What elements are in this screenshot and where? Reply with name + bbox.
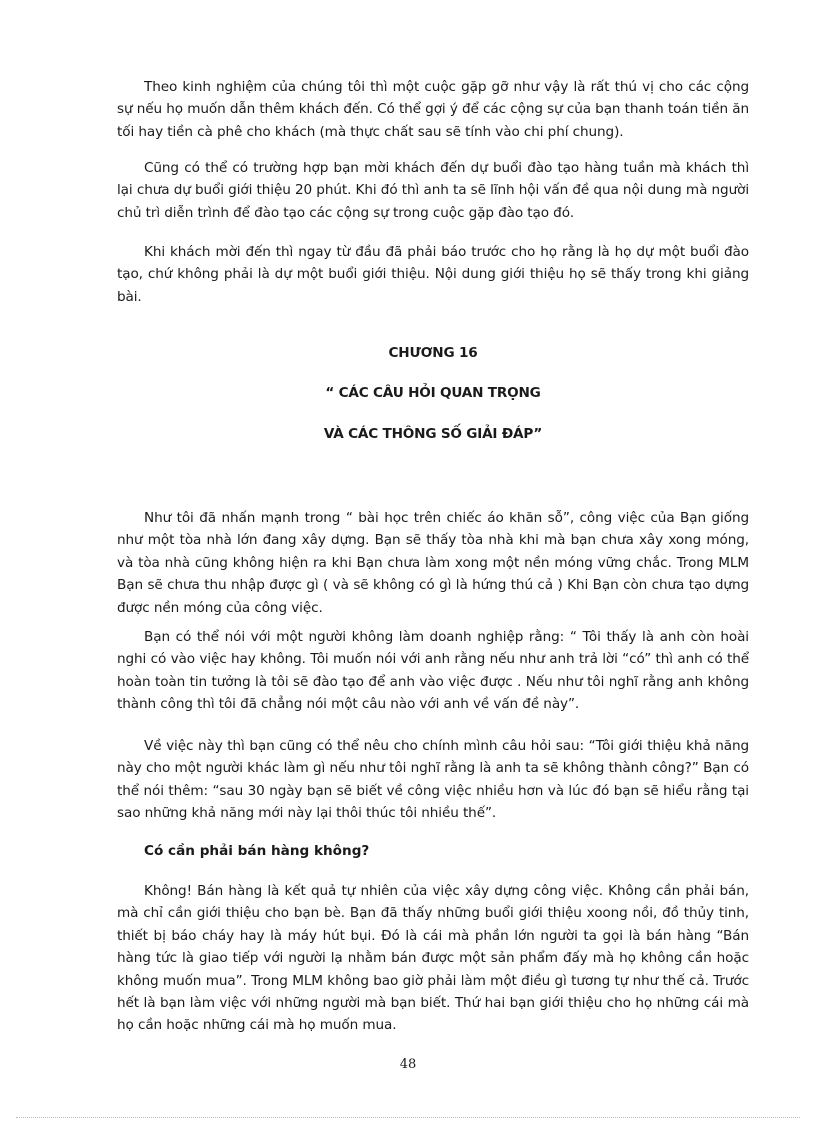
section-heading: Có cần phải bán hàng không? bbox=[144, 843, 370, 859]
chapter-title-line2: VÀ CÁC THÔNG SỐ GIẢI ĐÁP” bbox=[323, 426, 543, 442]
page-number: 48 bbox=[399, 1057, 417, 1072]
paragraph-guest-meeting: Theo kinh nghiệm của chúng tôi thì một cuộc gặp gỡ như vậy là rất thú vị cho các cộng sự nếu họ muốn dẫn thêm khách đến. Có thể gợi ý để các cộng sự của bạn thanh toán tiền ăn tối hay tiền cà phê cho khách (mà thực chất sau sẽ tính vào chi phí chung). bbox=[117, 79, 749, 140]
paragraph-weekly-training: Cũng có thể có trường hợp bạn mời khách đến dự buổi đào tạo hàng tuần mà khách thì lại chưa dự buổi giới thiệu 20 phút. Khi đó thì anh ta sẽ lĩnh hội vấn đề qua nội dung mà người chủ trì diễn trình để đào tạo các cộng sự trong cuộc gặp đào tạo đó. bbox=[117, 160, 749, 221]
paragraph-no-selling: Không! Bán hàng là kết quả tự nhiên của việc xây dựng công việc. Không cần phải bán, mà chỉ cần giới thiệu cho bạn bè. Bạn đã thấy những buổi giới thiệu xoong nồi, đồ thủy tinh, thiết bị báo cháy hay là máy hút bụi. Đó là cái mà phần lớn người ta gọi là bán hàng “Bán hàng tức là giao tiếp với người lạ nhằm bán được một sản phẩm đấy mà họ không cần hoặc không muốn mua”. Trong MLM không bao giờ phải làm một điều gì tương tự như thế cả. Trước hết là bạn làm việc với những người mà bạn biết. Thứ hai bạn giới thiệu cho họ những cái mà họ cần hoặc những cái mà họ muốn mua. bbox=[117, 883, 749, 1034]
bottom-divider bbox=[16, 1117, 800, 1118]
paragraph-building-foundation: Như tôi đã nhấn mạnh trong “ bài học trên chiếc áo khăn sỗ”, công việc của Bạn giống như một tòa nhà lớn đang xây dựng. Bạn sẽ thấy tòa nhà khi mà bạn chưa xây xong móng, và tòa nhà cũng không hiện ra khi Bạn chưa làm xong một nền móng vững chắc. Trong MLM Bạn sẽ chưa thu nhập được gì ( và sẽ không có gì là hứng thú cả ) Khi Bạn còn chưa tạo dựng được nền móng của công việc. bbox=[117, 510, 749, 616]
chapter-title-line1: “ CÁC CÂU HỎI QUAN TRỌNG bbox=[325, 385, 541, 401]
paragraph-invite-notice: Khi khách mời đến thì ngay từ đầu đã phải báo trước cho họ rằng là họ dự một buổi đào tạo, chứ không phải là dự một buổi giới thiệu. Nội dung giới thiệu họ sẽ thấy trong khi giảng bài. bbox=[117, 244, 749, 305]
paragraph-self-question: Về việc này thì bạn cũng có thể nêu cho chính mình câu hỏi sau: “Tôi giới thiệu khả năng này cho một người khác làm gì nếu như tôi nghĩ rằng là anh ta sẽ không thành công?” Bạn có thể nói thêm: “sau 30 ngày bạn sẽ biết về công việc nhiều hơn và lúc đó bạn sẽ hiểu rằng tại sao những khả năng mới này lại thôi thúc tôi nhiều thế”. bbox=[117, 738, 749, 822]
paragraph-doubtful-person: Bạn có thể nói với một người không làm doanh nghiệp rằng: “ Tôi thấy là anh còn hoài nghi có vào việc hay không. Tôi muốn nói với anh rằng nếu như anh trả lời “có” thì anh có thể hoàn toàn tin tưởng là tôi sẽ đào tạo để anh vào việc được . Nếu như tôi nghĩ rằng anh không thành công thì tôi đã chẳng nói một câu nào với anh về vấn đề này”. bbox=[117, 629, 749, 713]
chapter-number: CHƯƠNG 16 bbox=[388, 345, 478, 361]
